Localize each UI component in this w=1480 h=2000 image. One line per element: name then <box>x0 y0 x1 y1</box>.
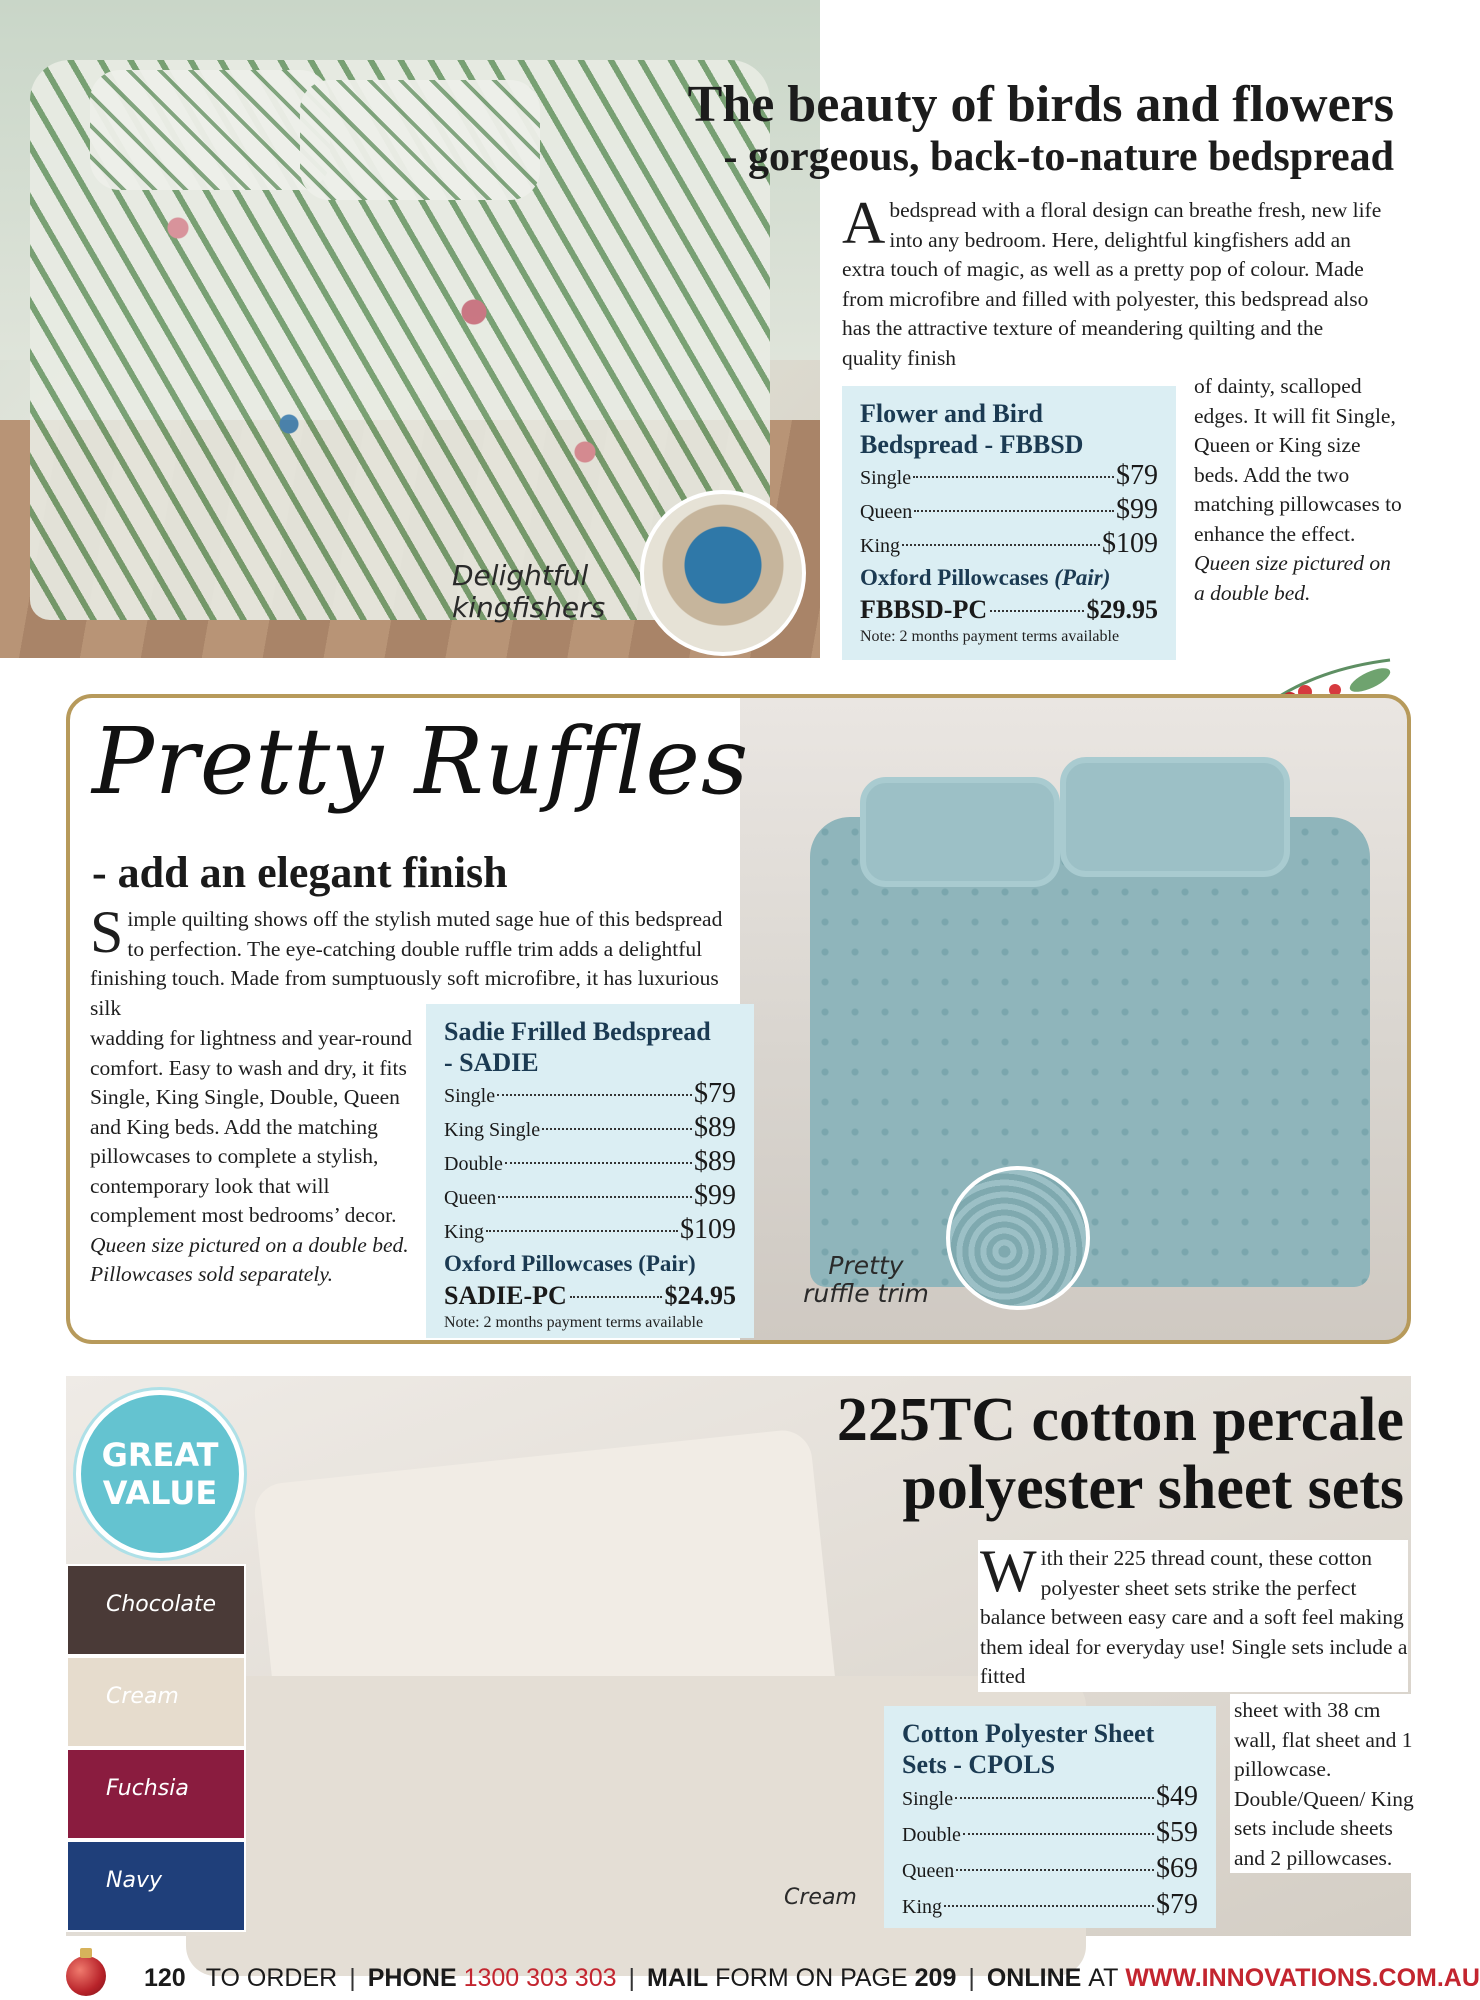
swatch-label: Chocolate <box>106 1592 217 1617</box>
pillowcase-title <box>860 562 1158 593</box>
description-text: wadding for lightness and year-round comfort. Easy to wash and dry, it fits Single, King Single, Double, Queen and King beds. Add the matching pillowcases to complete a stylish, contemporary look that will complement most bedrooms’ decor. <box>90 1026 412 1227</box>
price-row <box>860 460 1158 494</box>
bird-bedspread-pricebox <box>842 386 1176 660</box>
description-text: bedspread with a floral design can breathe fresh, new life into any bedroom. Here, delightful kingfishers add an extra touch of magic, as well as a pretty pop of colour. Made from microfibre and filled with polyester, this bedspread also has the attractive texture of meandering quilting and the quality finish <box>842 198 1382 370</box>
pricebox-title: Bedspread - FBBSD <box>860 430 1084 459</box>
sheet-set-headline <box>644 1386 1404 1522</box>
price: $29.95 <box>1086 595 1158 624</box>
swatch-navy <box>66 1840 246 1932</box>
mail-page: 209 <box>914 1963 957 1992</box>
swatch-label: Cream <box>106 1684 179 1709</box>
phone-label: PHONE <box>367 1963 457 1992</box>
size-name: Queen <box>860 501 913 523</box>
price-row <box>444 1146 736 1180</box>
great-value-badge <box>76 1390 244 1558</box>
swatch-label: Fuchsia <box>106 1776 189 1801</box>
drop-cap: W <box>980 1538 1037 1604</box>
pretty-ruffles-title: Pretty Ruffles <box>92 708 750 815</box>
description-italic-text: Queen size pictured on a double bed. <box>1194 551 1391 605</box>
pillowcase-price-row <box>444 1279 736 1312</box>
ruffle-closeup-image <box>946 1166 1090 1310</box>
price: $49 <box>1156 1781 1198 1812</box>
price: $99 <box>1116 494 1158 525</box>
to-order-label: TO ORDER <box>205 1963 338 1992</box>
kingfisher-closeup-image <box>640 490 806 656</box>
pillowcase-title: Oxford Pillowcases (Pair) <box>444 1251 696 1276</box>
price: $89 <box>694 1112 736 1143</box>
price-row <box>444 1180 736 1214</box>
online-label: ONLINE <box>986 1963 1082 1992</box>
price: $109 <box>1102 528 1158 559</box>
swatch-label: Navy <box>106 1868 162 1893</box>
size-name: Single <box>902 1788 954 1810</box>
headline-line: - gorgeous, back-to-nature bedspread <box>723 134 1394 180</box>
swatch-chocolate <box>66 1564 246 1656</box>
badge-text: VALUE <box>102 1474 218 1512</box>
callout-line: Delightful <box>452 559 589 592</box>
size-name: Double <box>444 1153 503 1175</box>
pretty-ruffles-subhead: - add an elegant finish <box>92 848 508 897</box>
callout-line: Pretty <box>828 1251 904 1280</box>
price: $24.95 <box>664 1281 736 1310</box>
price: $79 <box>1116 460 1158 491</box>
phone-number[interactable]: 1300 303 303 <box>463 1963 617 1992</box>
separator: | <box>628 1963 636 1992</box>
size-name: Queen <box>902 1860 955 1882</box>
product-code: SADIE-PC <box>444 1281 567 1310</box>
pricebox-title: Sets - CPOLS <box>902 1750 1056 1779</box>
drop-cap: S <box>90 899 124 965</box>
drop-cap: A <box>842 190 886 256</box>
product-code: FBBSD-PC <box>860 595 988 624</box>
swatch-cream <box>66 1656 246 1748</box>
sheet-set-pricebox <box>884 1706 1216 1928</box>
pillowcase-title-text: Oxford Pillowcases <box>860 565 1049 590</box>
mail-label: MAIL <box>647 1963 709 1992</box>
sadie-description-side <box>90 1024 420 1290</box>
online-at: AT <box>1088 1963 1119 1992</box>
swatch-fuchsia <box>66 1748 246 1840</box>
payment-note: Note: 2 months payment terms available <box>444 1314 704 1331</box>
price-row <box>902 1888 1198 1924</box>
price: $79 <box>1156 1889 1198 1920</box>
bird-bedspread-headline <box>594 78 1394 182</box>
callout-line: kingfishers <box>452 591 606 624</box>
price-row <box>860 528 1158 562</box>
size-name: Single <box>444 1085 496 1107</box>
description-italic-text: Queen size pictured on a double bed. Pillowcases sold separately. <box>90 1232 409 1286</box>
size-name: Single <box>860 467 912 489</box>
headline-line: The beauty of birds and flowers <box>687 76 1394 133</box>
size-name: King <box>444 1221 484 1243</box>
sheet-set-description <box>978 1540 1408 1692</box>
price-row <box>902 1852 1198 1888</box>
kingfishers-callout <box>452 560 652 624</box>
pillowcase-title-italic: (Pair) <box>1054 565 1111 590</box>
price: $89 <box>694 1146 736 1177</box>
pillowcase-price-row <box>860 593 1158 626</box>
price-row <box>902 1780 1198 1816</box>
pricebox-title: Cotton Polyester Sheet <box>902 1719 1155 1748</box>
sheet-set-description-side <box>1230 1694 1414 1873</box>
size-name: Double <box>902 1824 961 1846</box>
separator: | <box>349 1963 356 1992</box>
price-row <box>444 1112 736 1146</box>
headline-line: polyester sheet sets <box>902 1454 1404 1522</box>
pricebox-title: Flower and Bird <box>860 399 1043 428</box>
order-footer <box>60 1960 1480 1996</box>
price-row <box>444 1214 736 1248</box>
size-name: King Single <box>444 1119 541 1141</box>
pricebox-title: Sadie Frilled Bedspread <box>444 1017 711 1046</box>
price: $99 <box>694 1180 736 1211</box>
callout-line: ruffle trim <box>803 1279 929 1308</box>
price: $59 <box>1156 1817 1198 1848</box>
size-name: King <box>860 535 900 557</box>
badge-text: GREAT <box>101 1436 219 1474</box>
cream-caption: Cream <box>784 1885 857 1910</box>
description-text: sheet with 38 cm wall, flat sheet and 1 pillowcase. Double/Queen/ King sets include sheets and 2 pillowcases. <box>1234 1698 1414 1870</box>
price: $79 <box>694 1078 736 1109</box>
headline-line: 225TC cotton percale <box>836 1386 1404 1454</box>
price-row <box>860 494 1158 528</box>
price: $69 <box>1156 1853 1198 1884</box>
description-text: of dainty, scalloped edges. It will fit Single, Queen or King size beds. Add the two matching pillowcases to enhance the effect. <box>1194 374 1402 546</box>
price: $109 <box>680 1214 736 1245</box>
price-row <box>902 1816 1198 1852</box>
sadie-pricebox <box>426 1004 754 1338</box>
bird-bedspread-description-side <box>1194 372 1404 608</box>
page-number: 120 <box>144 1963 186 1992</box>
size-name: Queen <box>444 1187 497 1209</box>
size-name: King <box>902 1896 942 1918</box>
description-text: imple quilting shows off the stylish muted sage hue of this bedspread to perfection. The eye-catching double ruffle trim adds a delightful finishing touch. Made from sumptuously soft microfibre, it has luxurious silk <box>90 907 723 1020</box>
bird-bedspread-description <box>842 190 1382 373</box>
description-text: ith their 225 thread count, these cotton polyester sheet sets strike the perfect balance between easy care and a soft feel making them ideal for everyday use! Single sets include a fitted <box>980 1546 1408 1688</box>
pricebox-title: - SADIE <box>444 1048 539 1077</box>
payment-note: Note: 2 months payment terms available <box>860 628 1120 645</box>
mail-text: FORM ON PAGE <box>715 1963 908 1992</box>
separator: | <box>968 1963 975 1992</box>
price-row <box>444 1078 736 1112</box>
website-link[interactable]: WWW.INNOVATIONS.COM.AU <box>1125 1963 1480 1992</box>
ruffle-callout <box>786 1252 946 1308</box>
